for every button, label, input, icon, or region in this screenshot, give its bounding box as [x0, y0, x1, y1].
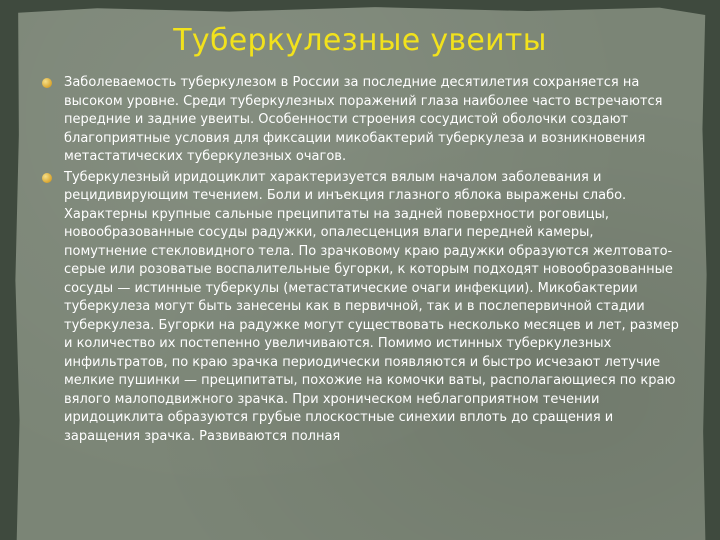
bullet-text: Заболеваемость туберкулезом в России за последние десятилетия сохраняется на высоком уровне. Среди туберкулезных поражений глаза наиболее часто встречаются передние и задние увеиты. Особенности строения сосудистой оболочки создают благоприятные условия для фиксации микобактерий туберкулеза и возникновения метастатических туберкулезных очагов. [64, 75, 663, 164]
slide-title: Туберкулезные увеиты [173, 23, 547, 58]
bullet-icon [42, 78, 52, 88]
bullet-text: Туберкулезный иридоциклит характеризуется вялым началом заболевания и рецидивирующим течением. Боли и инъекция глазного яблока выражены слабо. Характерны крупные сальные преципитаты на задней поверхности роговицы, новообразованные сосуды радужки, опалесценция влаги передней камеры, помутнение стекловидного тела. По зрачковому краю радужки образуются желтовато-серые или розоватые воспалительные бугорки, к которым подходят новообразованные сосуды — истинные туберкулы (метастатические очаги инфекции). Микобактерии туберкулеза могут быть занесены как в первичной, так и в послепервичной стадии туберкулеза. Бугорки на радужке могут существовать несколько месяцев и лет, размер и количество их постепенно увеличиваются. Помимо истинных туберкулезных инфильтратов, по краю зрачка периодически появляются и быстро исчезают летучие мелкие пушинки — преципитаты, похожие на комочки ваты, располагающиеся по краю вялого малоподвижного зрачка. При хроническом неблагоприятном течении иридоциклита образуются грубые плоскостные синехии вплоть до сращения и заращения зрачка. Развиваются полная [64, 169, 679, 444]
bullet-item [40, 74, 680, 167]
slide-body [40, 74, 680, 448]
bullet-item [40, 169, 680, 447]
bullet-icon [42, 173, 52, 183]
